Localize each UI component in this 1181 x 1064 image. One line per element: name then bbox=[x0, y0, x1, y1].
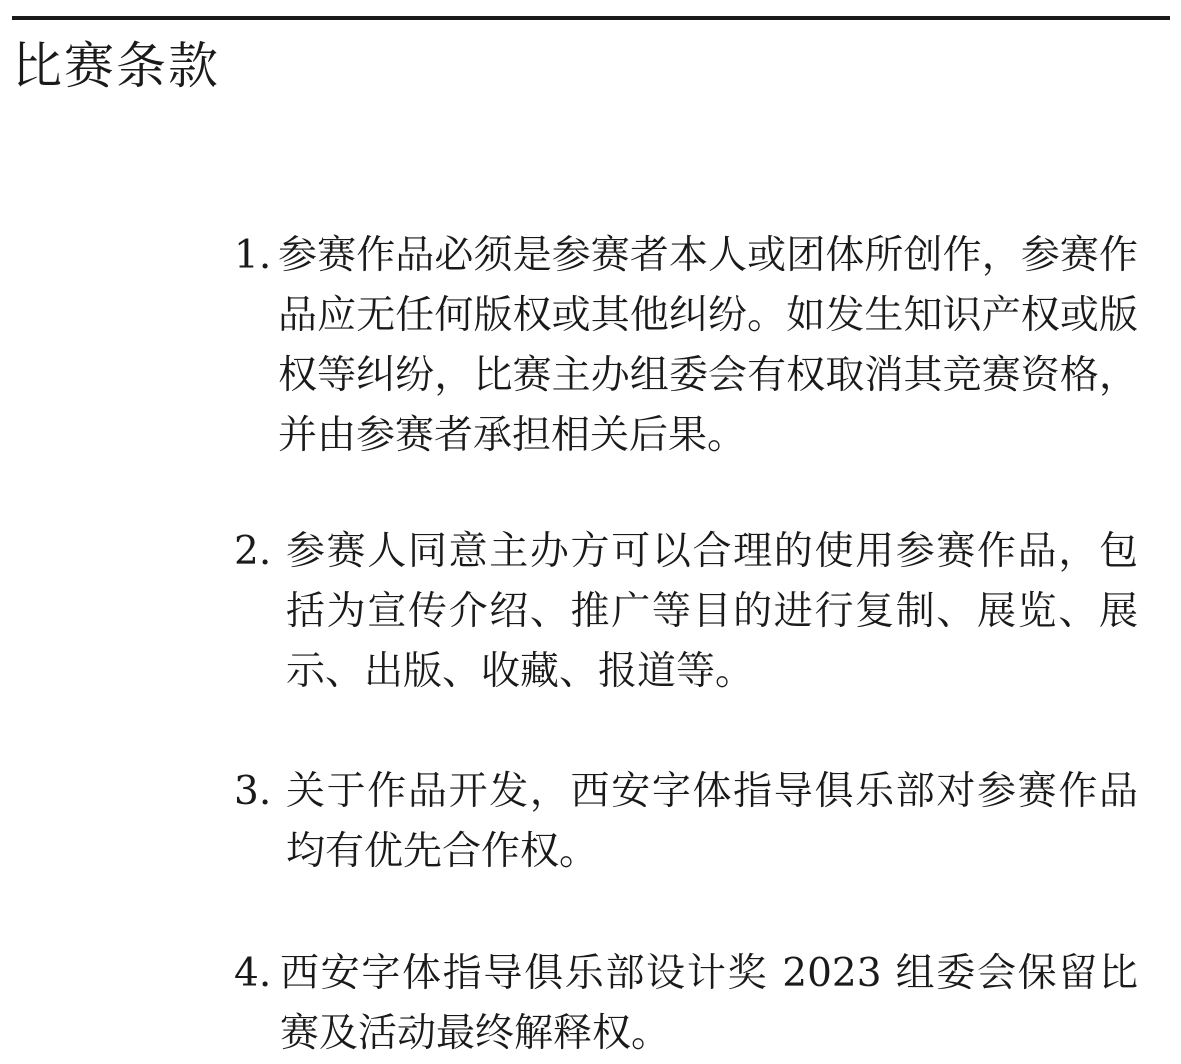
clause-number: 4. bbox=[234, 951, 272, 996]
page-title: 比赛条款 bbox=[12, 37, 220, 95]
clause-number: 2. bbox=[234, 529, 272, 574]
clause-text: 参赛人同意主办方可以合理的使用参赛作品，包括为宣传介绍、推广等目的进行复制、展览、展示、出版、收藏、报道等。 bbox=[286, 529, 1138, 694]
clause-item bbox=[234, 226, 1138, 466]
clause-item bbox=[234, 944, 1138, 1064]
clause-text: 关于作品开发，西安字体指导俱乐部对参赛作品均有优先合作权。 bbox=[286, 769, 1138, 874]
clause-item bbox=[234, 762, 1138, 882]
clause-number: 3. bbox=[234, 769, 272, 814]
clause-text: 参赛作品必须是参赛者本人或团体所创作，参赛作品应无任何版权或其他纠纷。如发生知识产权或版权等纠纷，比赛主办组委会有权取消其竞赛资格，并由参赛者承担相关后果。 bbox=[278, 233, 1138, 458]
clause-text: 西安字体指导俱乐部设计奖 2023 组委会保留比赛及活动最终解释权。 bbox=[280, 951, 1138, 1056]
top-divider bbox=[12, 16, 1170, 20]
clause-item bbox=[234, 522, 1138, 702]
clause-number: 1. bbox=[234, 233, 272, 278]
